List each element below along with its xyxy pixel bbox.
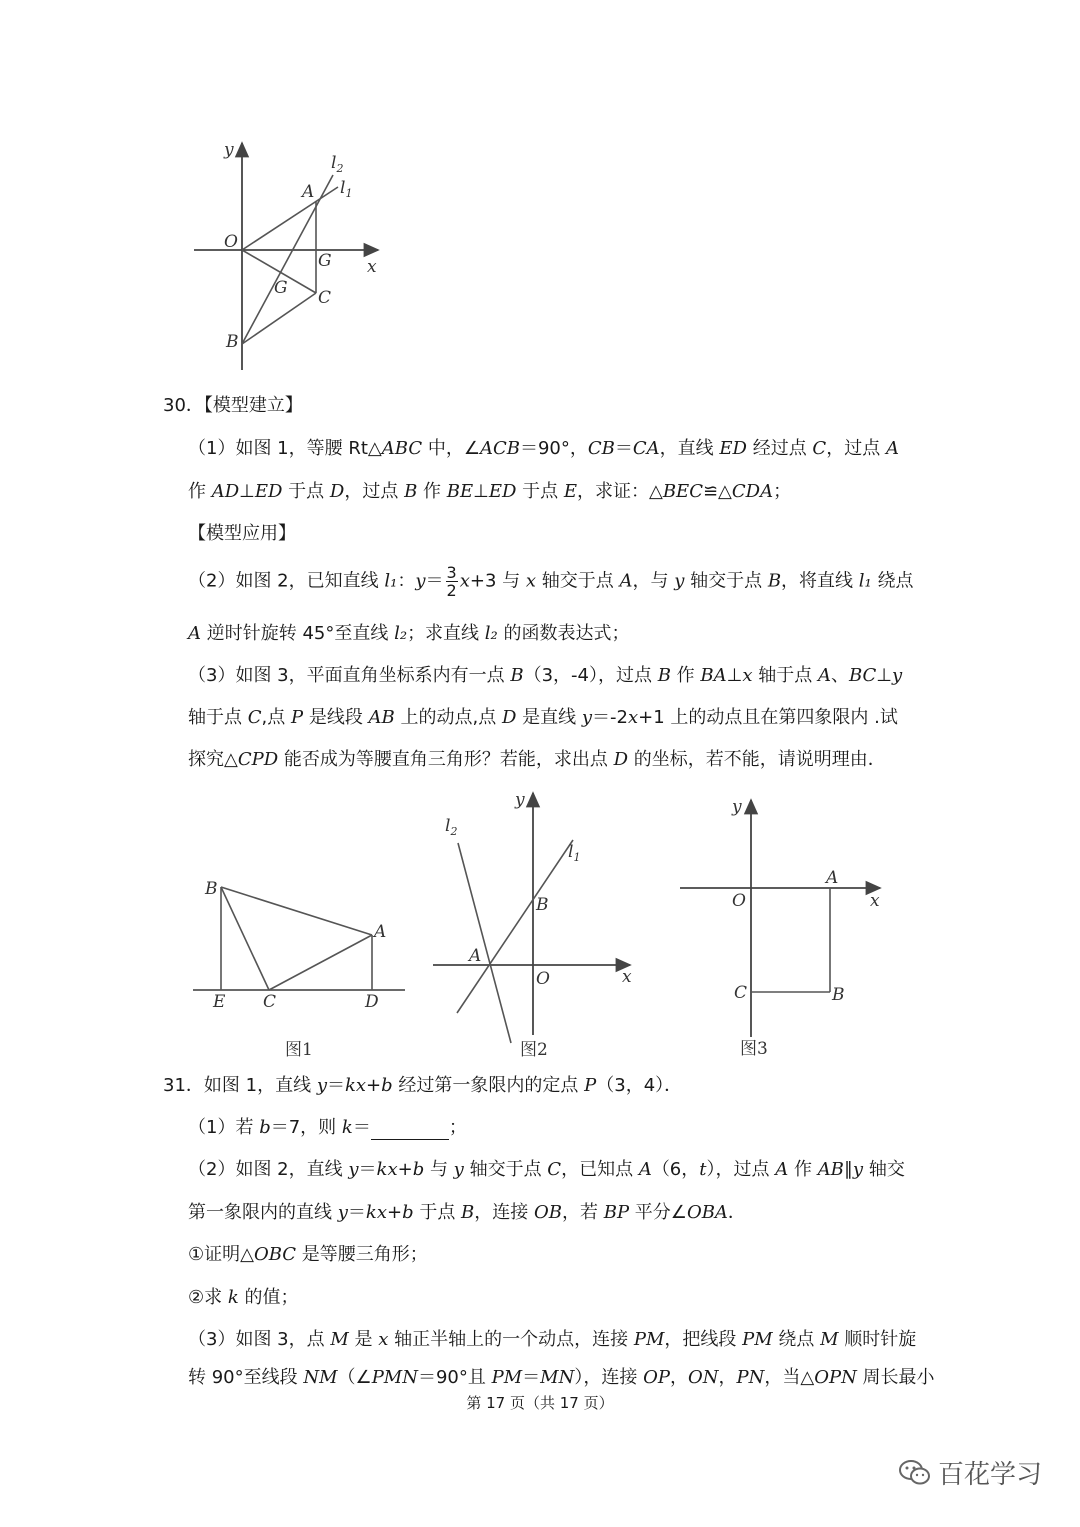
label-o: O [732,891,746,911]
q31-part3-line1: （3）如图 3，点 M 是 x 轴正半轴上的一个动点，连接 PM，把线段 PM 绕点 M 顺时针旋 [188,1329,917,1350]
label-l2: $l_2$ [445,816,458,838]
line-l1 [242,187,338,250]
segment-ca [269,935,372,990]
caption-fig2: 图2 [520,1040,548,1060]
label-x: x [622,967,632,987]
q31-line1: 31．如图 1，直线 y＝kx+b 经过第一象限内的定点 P（3，4）． [163,1075,683,1096]
wechat-icon [898,1459,932,1487]
figure-2 [425,785,645,1065]
segment-bc [242,293,316,344]
label-g2: G [274,278,288,298]
figure-3 [672,792,892,1064]
fraction-3-2: $\frac{3}{2}$ [446,563,457,600]
label-l1: $l_1$ [568,842,581,864]
label-a: A [302,182,315,202]
label-c: C [734,983,748,1003]
label-e: E [213,992,226,1012]
top-figure [180,135,400,380]
q31-part2-sub1: ①证明△OBC 是等腰三角形； [188,1244,428,1265]
label-y: y [515,790,525,810]
q30-part3-line2: 轴于点 C,点 P 是线段 AB 上的动点,点 D 是直线 y＝-2x+1 上的动点且在第四象限内 .试 [188,707,898,728]
label-o: O [224,232,238,252]
label-c: C [263,992,277,1012]
watermark [898,1454,1042,1491]
label-a: A [469,946,482,966]
label-b: B [536,895,549,915]
label-a: A [374,922,387,942]
q31-part3-line2: 转 90°至线段 NM（∠PMN＝90°且 PM＝MN），连接 OP，ON，PN，当△OPN 周长最小 [188,1367,935,1388]
watermark-text: 百花学习 [937,1460,1042,1490]
label-o: O [536,969,550,989]
label-b: B [226,332,239,352]
label-y: y [224,140,234,160]
caption-fig1: 图1 [285,1040,313,1060]
q30-part1-line1: （1）如图 1，等腰 Rt△ABC 中，∠ACB＝90°，CB＝CA，直线 ED 经过点 C，过点 A [188,438,899,459]
label-b: B [205,879,218,899]
q30-part2-line1: （2）如图 2，已知直线 l₁：y＝ $\frac{3}{2}$ x+3 与 x 轴交于点 A，与 y 轴交于点 B，将直线 l₁ 绕点 [188,563,914,600]
q30-part2-line2: A 逆时针旋转 45°至直线 l₂；求直线 l₂ 的函数表达式； [188,623,630,644]
label-l2: $l_2$ [331,153,344,175]
page-footer: 第 17 页（共 17 页） [466,1394,614,1412]
q30-part3-line1: （3）如图 3，平面直角坐标系内有一点 B（3，-4），过点 B 作 BA⊥x 轴于点 A、BC⊥y [188,665,903,686]
q30-title: 30．【模型建立】 [163,395,303,416]
label-y: y [732,797,742,817]
q31-part1: （1）若 b＝7，则 k＝ ； [188,1117,467,1138]
answer-blank[interactable] [371,1121,449,1140]
label-c: C [318,288,332,308]
label-x: x [367,257,377,277]
figure-1 [185,865,415,1065]
line-l1 [457,840,573,1013]
label-g1: G [318,251,332,271]
segment-bc [221,887,269,990]
q30-part1-line2: 作 AD⊥ED 于点 D，过点 B 作 BE⊥ED 于点 E，求证：△BEC≌△CDA； [188,481,792,502]
q31-part2-line2: 第一象限内的直线 y＝kx+b 于点 B，连接 OB，若 BP 平分∠OBA． [188,1202,746,1223]
segment-ba [221,887,372,935]
label-d: D [365,992,379,1012]
label-b: B [832,985,845,1005]
q31-part2-line1: （2）如图 2，直线 y＝kx+b 与 y 轴交于点 C，已知点 A（6，t），过点 A 作 AB∥y 轴交 [188,1159,905,1180]
q31-part2-sub2: ②求 k 的值； [188,1287,299,1308]
label-x: x [870,891,880,911]
q30-part3-line3: 探究△CPD 能否成为等腰直角三角形？若能，求出点 D 的坐标，若不能，请说明理由． [188,749,886,770]
caption-fig3: 图3 [740,1039,768,1059]
label-a: A [826,868,839,888]
q30-subtitle: 【模型应用】 [188,523,296,544]
label-l1: $l_1$ [340,178,353,200]
